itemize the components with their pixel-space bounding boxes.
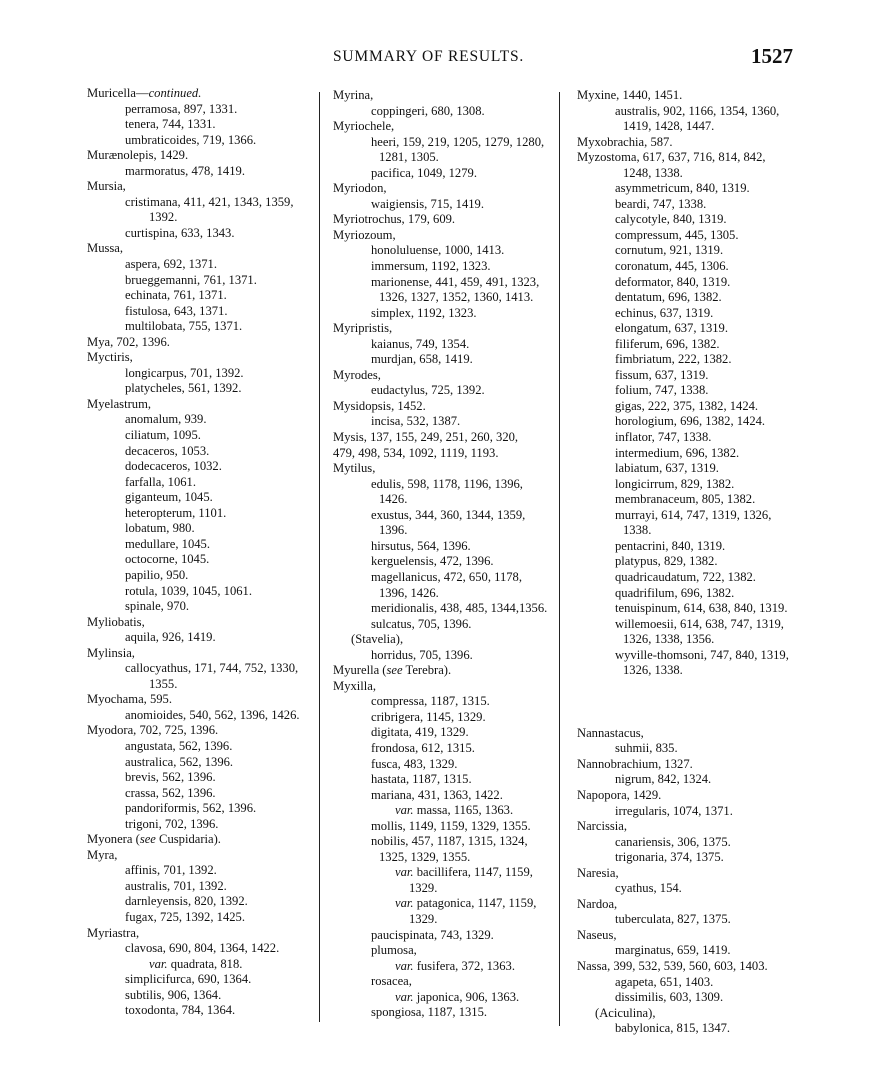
index-entry: labiatum, 637, 1319. bbox=[615, 461, 719, 476]
page-header bbox=[0, 44, 880, 72]
index-entry: intermedium, 696, 1382. bbox=[615, 445, 740, 460]
index-entry: australica, 562, 1396. bbox=[125, 754, 234, 769]
index-entry: var. japonica, 906, 1363. bbox=[395, 989, 520, 1004]
index-heading: Myodora, 702, 725, 1396. bbox=[87, 723, 219, 738]
index-entry: rotula, 1039, 1045, 1061. bbox=[125, 583, 252, 598]
index-entry: immersum, 1192, 1323. bbox=[371, 259, 491, 274]
index-entry: 1281, 1305. bbox=[379, 150, 439, 165]
index-entry: crassa, 562, 1396. bbox=[125, 785, 216, 800]
index-heading: Myurella (see Terebra). bbox=[333, 663, 452, 678]
index-column-2 bbox=[333, 88, 558, 1021]
index-entry: callocyathus, 171, 744, 752, 1330, bbox=[125, 661, 299, 676]
index-entry: angustata, 562, 1396. bbox=[125, 738, 233, 753]
index-entry: platycheles, 561, 1392. bbox=[125, 381, 242, 396]
index-heading: Myxobrachia, 587. bbox=[577, 134, 673, 149]
index-heading: Myonera (see Cuspidaria). bbox=[87, 832, 221, 847]
index-entry: plumosa, bbox=[371, 943, 417, 958]
index-entry: irregularis, 1074, 1371. bbox=[615, 803, 733, 818]
index-entry: 1396. bbox=[379, 523, 408, 538]
index-entry: calycotyle, 840, 1319. bbox=[615, 212, 727, 227]
index-entry: dodecaceros, 1032. bbox=[125, 459, 222, 474]
index-entry: elongatum, 637, 1319. bbox=[615, 321, 728, 336]
index-entry: incisa, 532, 1387. bbox=[371, 414, 461, 429]
index-entry: var. fusifera, 372, 1363. bbox=[395, 958, 515, 973]
index-entry: fissum, 637, 1319. bbox=[615, 367, 709, 382]
index-heading: Mya, 702, 1396. bbox=[87, 334, 170, 349]
index-entry: affinis, 701, 1392. bbox=[125, 863, 217, 878]
index-entry: hastata, 1187, 1315. bbox=[371, 772, 472, 787]
index-entry: sulcatus, 705, 1396. bbox=[371, 616, 472, 631]
index-entry: coronatum, 445, 1306. bbox=[615, 259, 729, 274]
index-entry: folium, 747, 1338. bbox=[615, 383, 709, 398]
index-entry: kaianus, 749, 1354. bbox=[371, 336, 470, 351]
index-heading: Mursia, bbox=[87, 179, 126, 194]
index-heading: Myxilla, bbox=[333, 678, 377, 693]
index-entry: hirsutus, 564, 1396. bbox=[371, 538, 471, 553]
index-entry: subtilis, 906, 1364. bbox=[125, 987, 222, 1002]
index-entry: mollis, 1149, 1159, 1329, 1355. bbox=[371, 818, 531, 833]
index-entry: var. bacillifera, 1147, 1159, bbox=[395, 865, 533, 880]
index-entry: membranaceum, 805, 1382. bbox=[615, 492, 756, 507]
index-entry: 479, 498, 534, 1092, 1119, 1193. bbox=[333, 445, 499, 460]
index-entry: cornutum, 921, 1319. bbox=[615, 243, 724, 258]
index-heading: Nassa, 399, 532, 539, 560, 603, 1403. bbox=[577, 958, 768, 973]
index-entry: cristimana, 411, 421, 1343, 1359, bbox=[125, 194, 294, 209]
index-entry: compressa, 1187, 1315. bbox=[371, 694, 490, 709]
index-entry: edulis, 598, 1178, 1196, 1396, bbox=[371, 476, 523, 491]
index-entry: mariana, 431, 1363, 1422. bbox=[371, 787, 503, 802]
index-entry: compressum, 445, 1305. bbox=[615, 227, 739, 242]
index-column-1 bbox=[87, 86, 317, 1019]
index-entry: anomioides, 540, 562, 1396, 1426. bbox=[125, 707, 300, 722]
index-entry: eudactylus, 725, 1392. bbox=[371, 383, 485, 398]
index-entry: 1419, 1428, 1447. bbox=[623, 119, 715, 134]
index-entry: 1396, 1426. bbox=[379, 585, 439, 600]
index-heading: Mysidopsis, 1452. bbox=[333, 398, 426, 413]
index-entry: 1326, 1338. bbox=[623, 663, 683, 678]
index-entry: tenera, 744, 1331. bbox=[125, 117, 216, 132]
index-entry: 1325, 1329, 1355. bbox=[379, 849, 471, 864]
index-heading: Myelastrum, bbox=[87, 396, 152, 411]
index-entry: murdjan, 658, 1419. bbox=[371, 352, 473, 367]
index-entry: var. quadrata, 818. bbox=[149, 956, 243, 971]
index-heading: Mysis, 137, 155, 249, 251, 260, 320, bbox=[333, 430, 519, 445]
index-entry: honoluluense, 1000, 1413. bbox=[371, 243, 505, 258]
index-entry: kerguelensis, 472, 1396. bbox=[371, 554, 494, 569]
running-head: SUMMARY OF RESULTS. bbox=[333, 48, 525, 65]
index-entry: simplex, 1192, 1323. bbox=[371, 305, 477, 320]
index-entry: nobilis, 457, 1187, 1315, 1324, bbox=[371, 834, 528, 849]
index-entry: giganteum, 1045. bbox=[125, 490, 213, 505]
index-entry: spinale, 970. bbox=[125, 599, 190, 614]
index-entry: murrayi, 614, 747, 1319, 1326, bbox=[615, 507, 772, 522]
index-entry: toxodonta, 784, 1364. bbox=[125, 1003, 236, 1018]
index-entry: digitata, 419, 1329. bbox=[371, 725, 469, 740]
index-entry: umbraticoides, 719, 1366. bbox=[125, 132, 257, 147]
index-entry: marionense, 441, 459, 491, 1323, bbox=[371, 274, 540, 289]
index-heading: Myrodes, bbox=[333, 367, 381, 382]
index-heading: Nardoa, bbox=[577, 896, 618, 911]
index-entry: horridus, 705, 1396. bbox=[371, 647, 473, 662]
index-entry: 1392. bbox=[149, 210, 178, 225]
index-entry: pacifica, 1049, 1279. bbox=[371, 165, 477, 180]
index-entry: deformator, 840, 1319. bbox=[615, 274, 731, 289]
index-entry: suhmii, 835. bbox=[615, 741, 678, 756]
index-entry: curtispina, 633, 1343. bbox=[125, 225, 235, 240]
index-entry: dissimilis, 603, 1309. bbox=[615, 990, 724, 1005]
index-entry: coppingeri, 680, 1308. bbox=[371, 103, 485, 118]
index-heading: Myriastra, bbox=[87, 925, 140, 940]
index-heading: Napopora, 1429. bbox=[577, 787, 662, 802]
index-heading: Myctiris, bbox=[87, 350, 133, 365]
index-entry: spongiosa, 1187, 1315. bbox=[371, 1005, 488, 1020]
index-entry: 1338. bbox=[623, 523, 652, 538]
index-entry: perramosa, 897, 1331. bbox=[125, 101, 238, 116]
index-entry: (Stavelia), bbox=[351, 632, 404, 647]
index-heading: Myra, bbox=[87, 847, 118, 862]
page-number: 1527 bbox=[751, 44, 793, 68]
index-heading: Naseus, bbox=[577, 927, 617, 942]
index-entry: cribrigera, 1145, 1329. bbox=[371, 709, 486, 724]
index-entry: trigoni, 702, 1396. bbox=[125, 816, 219, 831]
index-heading: Mytilus, bbox=[333, 461, 376, 476]
index-heading: Myliobatis, bbox=[87, 614, 145, 629]
column-divider bbox=[319, 92, 320, 1022]
column-divider bbox=[559, 92, 560, 1026]
index-heading: Nannobrachium, 1327. bbox=[577, 756, 693, 771]
index-entry: willemoesii, 614, 638, 747, 1319, bbox=[615, 616, 784, 631]
index-entry: brevis, 562, 1396. bbox=[125, 770, 216, 785]
index-entry: ciliatum, 1095. bbox=[125, 428, 201, 443]
index-entry: babylonica, 815, 1347. bbox=[615, 1021, 731, 1036]
index-entry: marginatus, 659, 1419. bbox=[615, 943, 731, 958]
index-entry: platypus, 829, 1382. bbox=[615, 554, 718, 569]
index-entry: longicarpus, 701, 1392. bbox=[125, 365, 244, 380]
index-entry: tenuispinum, 614, 638, 840, 1319. bbox=[615, 601, 788, 616]
index-heading: Myripristis, bbox=[333, 321, 393, 336]
index-heading: Myrina, bbox=[333, 88, 374, 102]
index-entry: agapeta, 651, 1403. bbox=[615, 974, 714, 989]
section-gap bbox=[577, 679, 802, 726]
index-entry: echinus, 637, 1319. bbox=[615, 305, 714, 320]
index-heading: Myzostoma, 617, 637, 716, 814, 842, bbox=[577, 150, 766, 165]
index-entry: trigonaria, 374, 1375. bbox=[615, 850, 724, 865]
index-entry: papilio, 950. bbox=[125, 567, 189, 582]
index-entry: darnleyensis, 820, 1392. bbox=[125, 894, 248, 909]
index-heading: Muricella—continued. bbox=[87, 86, 202, 100]
index-entry: fistulosa, 643, 1371. bbox=[125, 303, 228, 318]
index-entry: paucispinata, 743, 1329. bbox=[371, 927, 494, 942]
index-entry: pentacrini, 840, 1319. bbox=[615, 538, 726, 553]
index-entry: frondosa, 612, 1315. bbox=[371, 740, 475, 755]
index-heading: Myochama, 595. bbox=[87, 692, 172, 707]
index-entry: heteropterum, 1101. bbox=[125, 505, 227, 520]
index-entry: decaceros, 1053. bbox=[125, 443, 210, 458]
index-entry: rosacea, bbox=[371, 974, 412, 989]
index-entry: 1326, 1338, 1356. bbox=[623, 632, 715, 647]
index-heading: Mussa, bbox=[87, 241, 124, 256]
index-entry: fimbriatum, 222, 1382. bbox=[615, 352, 732, 367]
index-entry: nigrum, 842, 1324. bbox=[615, 772, 712, 787]
index-entry: asymmetricum, 840, 1319. bbox=[615, 181, 750, 196]
index-entry: tuberculata, 827, 1375. bbox=[615, 912, 731, 927]
index-entry: fusca, 483, 1329. bbox=[371, 756, 458, 771]
index-heading: Murænolepis, 1429. bbox=[87, 148, 189, 163]
index-entry: octocorne, 1045. bbox=[125, 552, 210, 567]
index-heading: Myriotrochus, 179, 609. bbox=[333, 212, 456, 227]
index-heading: Narcissia, bbox=[577, 819, 628, 834]
index-entry: quadrifilum, 696, 1382. bbox=[615, 585, 735, 600]
index-entry: wyville-thomsoni, 747, 840, 1319, bbox=[615, 647, 789, 662]
index-entry: simplicifurca, 690, 1364. bbox=[125, 972, 252, 987]
index-entry: medullare, 1045. bbox=[125, 536, 210, 551]
index-entry: fugax, 725, 1392, 1425. bbox=[125, 909, 245, 924]
index-heading: Mylinsia, bbox=[87, 645, 135, 660]
index-entry: australis, 701, 1392. bbox=[125, 878, 227, 893]
index-entry: 1329. bbox=[409, 911, 438, 926]
index-entry: 1329. bbox=[409, 880, 438, 895]
index-entry: 1426. bbox=[379, 492, 408, 507]
index-heading: Nannastacus, bbox=[577, 725, 644, 740]
index-entry: 1326, 1327, 1352, 1360, 1413. bbox=[379, 290, 534, 305]
index-entry: aspera, 692, 1371. bbox=[125, 257, 217, 272]
index-heading: Myriochele, bbox=[333, 119, 395, 134]
index-entry: (Aciculina), bbox=[595, 1005, 656, 1020]
index-entry: marmoratus, 478, 1419. bbox=[125, 163, 245, 178]
index-entry: lobatum, 980. bbox=[125, 521, 195, 536]
index-heading: Myriozoum, bbox=[333, 227, 396, 242]
index-entry: meridionalis, 438, 485, 1344,1356. bbox=[371, 601, 548, 616]
index-entry: echinata, 761, 1371. bbox=[125, 288, 227, 303]
index-entry: canariensis, 306, 1375. bbox=[615, 834, 731, 849]
index-entry: brueggemanni, 761, 1371. bbox=[125, 272, 257, 287]
index-entry: beardi, 747, 1338. bbox=[615, 196, 707, 211]
index-entry: australis, 902, 1166, 1354, 1360, bbox=[615, 103, 780, 118]
index-entry: cyathus, 154. bbox=[615, 881, 682, 896]
index-entry: inflator, 747, 1338. bbox=[615, 430, 712, 445]
index-entry: horologium, 696, 1382, 1424. bbox=[615, 414, 766, 429]
index-column-3 bbox=[577, 88, 802, 1037]
index-entry: 1355. bbox=[149, 676, 178, 691]
index-heading: Myriodon, bbox=[333, 181, 387, 196]
index-entry: clavosa, 690, 804, 1364, 1422. bbox=[125, 941, 280, 956]
index-heading: Naresia, bbox=[577, 865, 619, 880]
index-heading: Myxine, 1440, 1451. bbox=[577, 88, 683, 102]
index-entry: farfalla, 1061. bbox=[125, 474, 196, 489]
index-entry: waigiensis, 715, 1419. bbox=[371, 196, 484, 211]
index-entry: multilobata, 755, 1371. bbox=[125, 319, 243, 334]
index-entry: aquila, 926, 1419. bbox=[125, 630, 216, 645]
index-entry: longicirrum, 829, 1382. bbox=[615, 476, 735, 491]
index-entry: filiferum, 696, 1382. bbox=[615, 336, 720, 351]
index-entry: gigas, 222, 375, 1382, 1424. bbox=[615, 398, 759, 413]
index-entry: magellanicus, 472, 650, 1178, bbox=[371, 569, 522, 584]
index-entry: var. patagonica, 1147, 1159, bbox=[395, 896, 537, 911]
index-entry: exustus, 344, 360, 1344, 1359, bbox=[371, 507, 526, 522]
index-entry: pandoriformis, 562, 1396. bbox=[125, 801, 257, 816]
index-entry: var. massa, 1165, 1363. bbox=[395, 803, 514, 818]
index-entry: dentatum, 696, 1382. bbox=[615, 290, 722, 305]
index-entry: quadricaudatum, 722, 1382. bbox=[615, 569, 756, 584]
index-entry: 1248, 1338. bbox=[623, 165, 683, 180]
index-entry: heeri, 159, 219, 1205, 1279, 1280, bbox=[371, 134, 545, 149]
index-entry: anomalum, 939. bbox=[125, 412, 207, 427]
